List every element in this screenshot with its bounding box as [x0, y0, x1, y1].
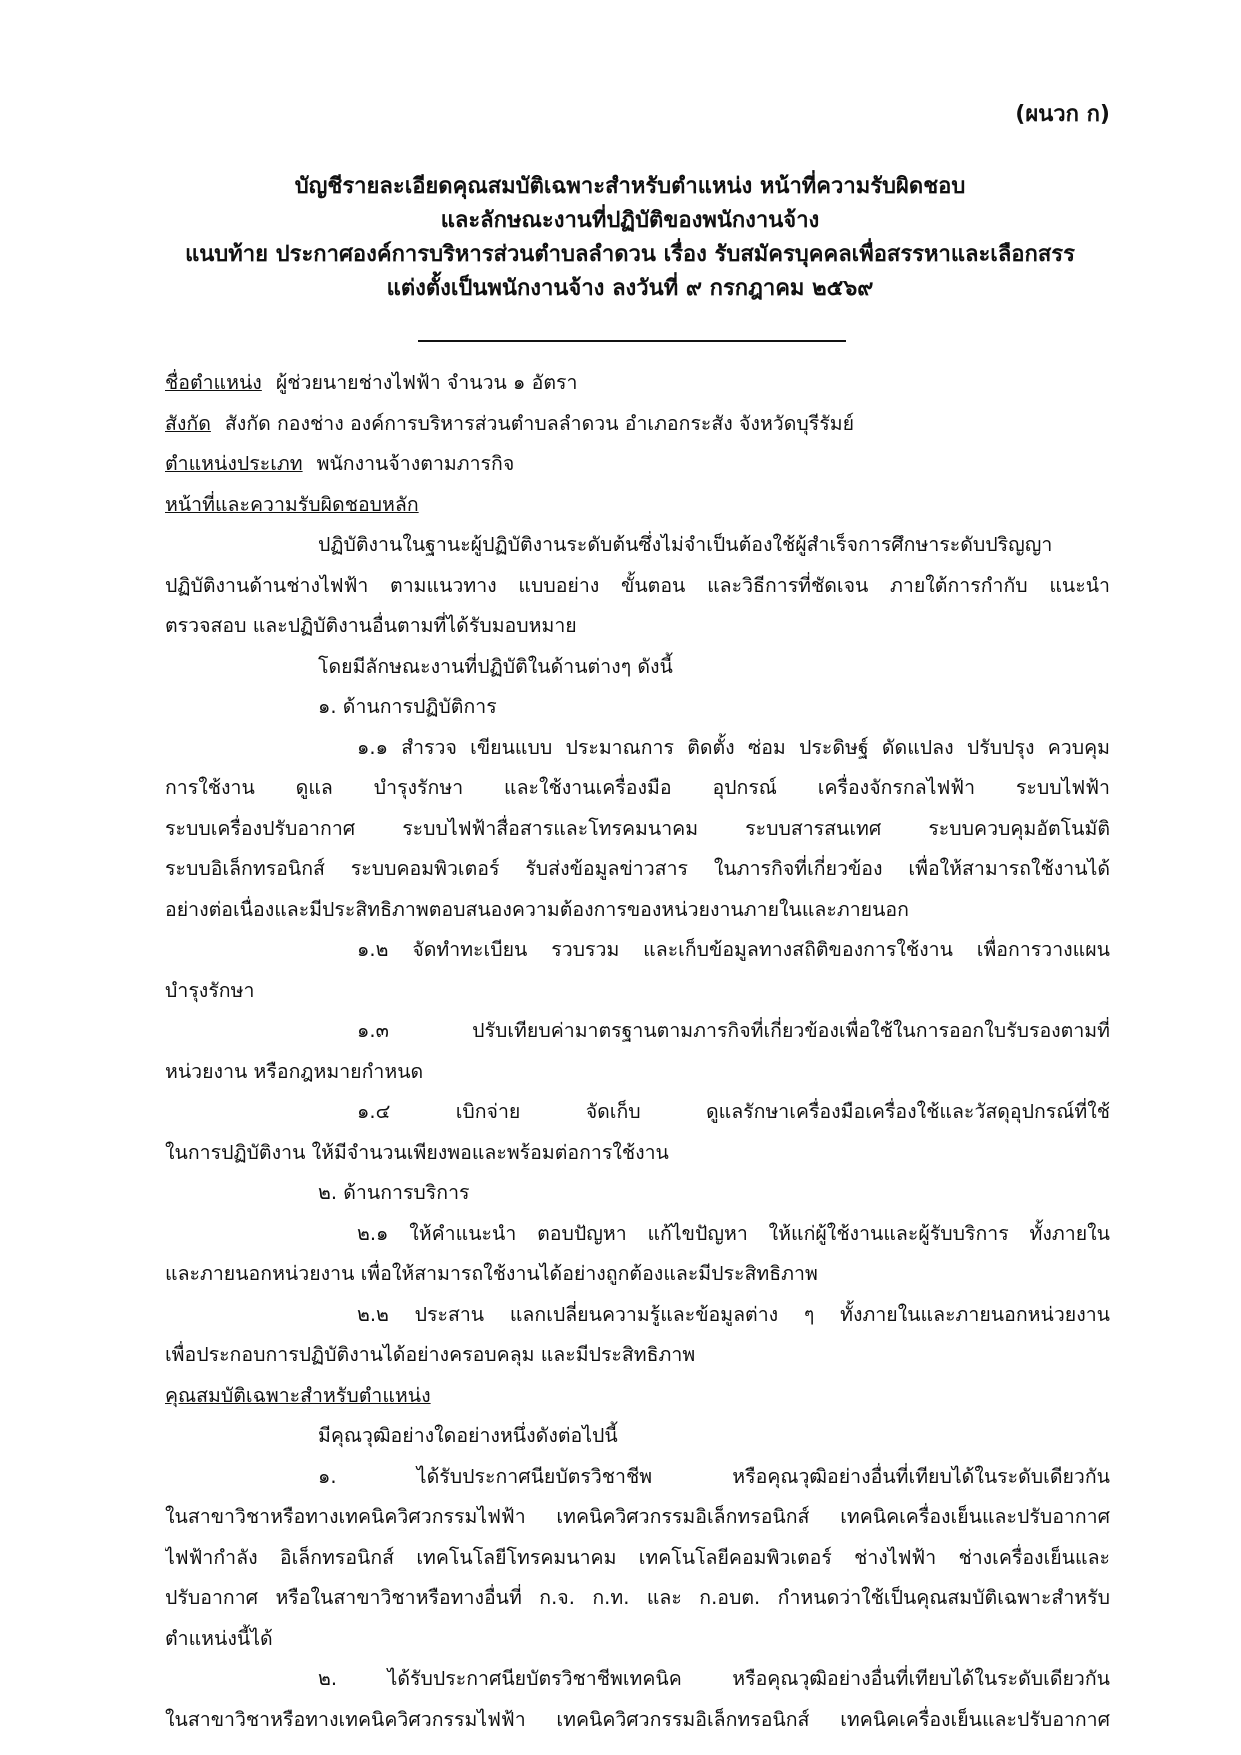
position-value: ผู้ช่วยนายช่างไฟฟ้า จำนวน ๑ อัตรา	[275, 371, 578, 394]
document-title	[150, 170, 1110, 306]
affiliation-row	[165, 404, 1110, 445]
position-row	[165, 363, 1110, 404]
duties-heading: หน้าที่และความรับผิดชอบหลัก	[165, 492, 419, 516]
item-2-2-line: ๒.๒ ประสาน แลกเปลี่ยนความรู้และข้อมูลต่าง ๆ ทั้งภายในและภายนอกหน่วยงาน	[357, 1302, 1110, 1326]
item-1-1-line: ระบบเครื่องปรับอากาศ ระบบไฟฟ้าสื่อสารและโทรคมนาคม ระบบสารสนเทศ ระบบควบคุมอัตโนมัติ	[165, 816, 1110, 840]
title-line: แนบท้าย ประกาศองค์การบริหารส่วนตำบลลำดวน เรื่อง รับสมัครบุคคลเพื่อสรรหาและเลือกสรร	[185, 242, 1075, 267]
duties-intro-line: ตรวจสอบ และปฏิบัติงานอื่นตามที่ได้รับมอบหมาย	[165, 614, 577, 637]
item-2-1-line: และภายนอกหน่วยงาน เพื่อให้สามารถใช้งานได้อย่างถูกต้องและมีประสิทธิภาพ	[165, 1262, 818, 1285]
qualification-2-line: ในสาขาวิชาหรือทางเทคนิควิศวกรรมไฟฟ้า เทคนิควิศวกรรมอิเล็กทรอนิกส์ เทคนิคเครื่องเย็นและปรับอากาศ	[165, 1707, 1110, 1731]
item-2-2-line: เพื่อประกอบการปฏิบัติงานได้อย่างครอบคลุม และมีประสิทธิภาพ	[165, 1343, 696, 1366]
qualification-lead: มีคุณวุฒิอย่างใดอย่างหนึ่งดังต่อไปนี้	[318, 1424, 618, 1447]
item-1-3-line: หน่วยงาน หรือกฎหมายกำหนด	[165, 1059, 424, 1083]
document-body	[165, 363, 1110, 1740]
affiliation-label: สังกัด	[165, 411, 211, 435]
section-1-heading: ๑. ด้านการปฏิบัติการ	[318, 695, 497, 718]
item-1-2-line: บำรุงรักษา	[165, 978, 255, 1002]
type-label: ตำแหน่งประเภท	[165, 452, 303, 475]
qualification-1-line: ๑. ได้รับประกาศนียบัตรวิชาชีพ หรือคุณวุฒิอย่างอื่นที่เทียบได้ในระดับเดียวกัน	[318, 1464, 1110, 1488]
item-1-4-line: ๑.๔ เบิกจ่าย จัดเก็บ ดูแลรักษาเครื่องมือเครื่องใช้และวัสดุอุปกรณ์ที่ใช้	[357, 1100, 1110, 1123]
duties-heading-row	[165, 485, 1110, 526]
item-1-4-line: ในการปฏิบัติงาน ให้มีจำนวนเพียงพอและพร้อมต่อการใช้งาน	[165, 1140, 669, 1164]
affiliation-value: สังกัด กองช่าง องค์การบริหารส่วนตำบลลำดวน อำเภอกระสัง จังหวัดบุรีรัมย์	[224, 411, 855, 435]
qualification-1-line: ไฟฟ้ากำลัง อิเล็กทรอนิกส์ เทคโนโลยีโทรคมนาคม เทคโนโลยีคอมพิวเตอร์ ช่างไฟฟ้า ช่างเครื่องเย็นและ	[165, 1545, 1110, 1569]
item-1-1-line: อย่างต่อเนื่องและมีประสิทธิภาพตอบสนองความต้องการของหน่วยงานภายในและภายนอก	[165, 897, 909, 921]
duties-lead: โดยมีลักษณะงานที่ปฏิบัติในด้านต่างๆ ดังนี้	[318, 654, 673, 678]
qualification-2-line: ๒. ได้รับประกาศนียบัตรวิชาชีพเทคนิค หรือคุณวุฒิอย่างอื่นที่เทียบได้ในระดับเดียวกัน	[318, 1667, 1110, 1690]
item-1-1-line: ระบบอิเล็กทรอนิกส์ ระบบคอมพิวเตอร์ รับส่งข้อมูลข่าวสาร ในภารกิจที่เกี่ยวข้อง เพื่อให้สามารถใช้งานได้	[165, 857, 1110, 880]
title-line: บัญชีรายละเอียดคุณสมบัติเฉพาะสำหรับตำแหน่ง หน้าที่ความรับผิดชอบ	[294, 174, 966, 199]
item-1-3-line: ๑.๓ ปรับเทียบค่ามาตรฐานตามภารกิจที่เกี่ยวข้องเพื่อใช้ในการออกใบรับรองตามที่	[357, 1019, 1110, 1042]
qualification-heading: คุณสมบัติเฉพาะสำหรับตำแหน่ง	[165, 1383, 431, 1407]
item-2-1-line: ๒.๑ ให้คำแนะนำ ตอบปัญหา แก้ไขปัญหา ให้แก่ผู้ใช้งานและผู้รับบริการ ทั้งภายใน	[357, 1221, 1110, 1245]
section-2-heading: ๒. ด้านการบริการ	[318, 1181, 470, 1204]
duties-intro-line: ปฏิบัติงานด้านช่างไฟฟ้า ตามแนวทาง แบบอย่าง ขั้นตอน และวิธีการที่ชัดเจน ภายใต้การกำกับ แนะนำ	[165, 573, 1110, 597]
item-1-2-line: ๑.๒ จัดทำทะเบียน รวบรวม และเก็บข้อมูลทางสถิติของการใช้งาน เพื่อการวางแผน	[357, 938, 1110, 961]
title-divider	[418, 340, 846, 342]
qualification-1-line: ในสาขาวิชาหรือทางเทคนิควิศวกรรมไฟฟ้า เทคนิควิศวกรรมอิเล็กทรอนิกส์ เทคนิคเครื่องเย็นและปรับอากาศ	[165, 1505, 1110, 1528]
qualification-1-line: ปรับอากาศ หรือในสาขาวิชาหรือทางอื่นที่ ก.จ. ก.ท. และ ก.อบต. กำหนดว่าใช้เป็นคุณสมบัติเฉพาะสำหรับ	[165, 1586, 1110, 1609]
duties-intro-line: ปฏิบัติงานในฐานะผู้ปฏิบัติงานระดับต้นซึ่งไม่จำเป็นต้องใช้ผู้สำเร็จการศึกษาระดับปริญญา	[318, 533, 1053, 556]
position-label: ชื่อตำแหน่ง	[165, 371, 262, 394]
item-1-1-line: ๑.๑ สำรวจ เขียนแบบ ประมาณการ ติดตั้ง ซ่อม ประดิษฐ์ ดัดแปลง ปรับปรุง ควบคุม	[357, 735, 1110, 759]
qualification-1-line: ตำแหน่งนี้ได้	[165, 1626, 273, 1650]
title-line: และลักษณะงานที่ปฏิบัติของพนักงานจ้าง	[440, 208, 820, 233]
qualification-heading-row	[165, 1376, 1110, 1417]
annex-label: (ผนวก ก)	[1015, 102, 1110, 127]
title-line: แต่งตั้งเป็นพนักงานจ้าง ลงวันที่ ๙ กรกฎาคม ๒๕๖๙	[386, 276, 874, 301]
type-value: พนักงานจ้างตามภารกิจ	[316, 452, 515, 475]
item-1-1-line: การใช้งาน ดูแล บำรุงรักษา และใช้งานเครื่องมือ อุปกรณ์ เครื่องจักรกลไฟฟ้า ระบบไฟฟ้า	[165, 776, 1110, 799]
type-row	[165, 444, 1110, 485]
